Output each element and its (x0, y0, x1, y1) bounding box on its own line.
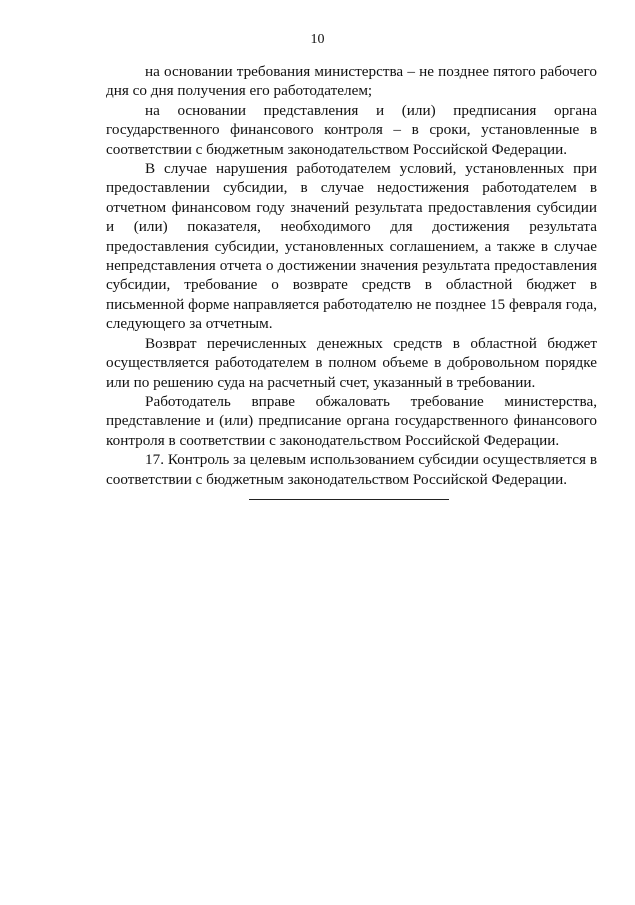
paragraph-control-deadline: на основании представления и (или) предписания органа государственного финансового контроля – в сроки, установленные в соответствии с бюджетным законодательством Российской Федерации. (106, 101, 597, 158)
paragraph-violation-case: В случае нарушения работодателем условий, установленных при предоставлении субсидии, в случае недостижения работодателем в отчетном финансовом году значений результата предоставления субсидии и (или) показателя, необходимого для достижения результата предоставления субсидии, установленных соглашением, а также в случае непредставления отчета о достижении значения результата предоставления субсидии, требование о возврате средств в областной бюджет в письменной форме направляется работодателю не позднее 15 февраля года, следующего за отчетным. (106, 160, 597, 333)
page-number: 10 (310, 32, 325, 47)
paragraph-appeal: Работодатель вправе обжаловать требование министерства, представление и (или) предписание органа государственного финансового контроля в соответствии с законодательством Российской Федерации. (106, 392, 597, 449)
paragraph-requirement-deadline: на основании требования министерства – не позднее пятого рабочего дня со дня получения его работодателем; (106, 63, 597, 100)
paragraph-refund: Возврат перечисленных денежных средств в областной бюджет осуществляется работодателем в полном объеме в добровольном порядке или по решению суда на расчетный счет, указанный в требовании. (106, 334, 597, 391)
document-body (106, 62, 597, 489)
closing-rule (249, 499, 449, 500)
paragraph-clause-17: 17. Контроль за целевым использованием субсидии осуществляется в соответствии с бюджетным законодательством Российской Федерации. (106, 451, 597, 488)
